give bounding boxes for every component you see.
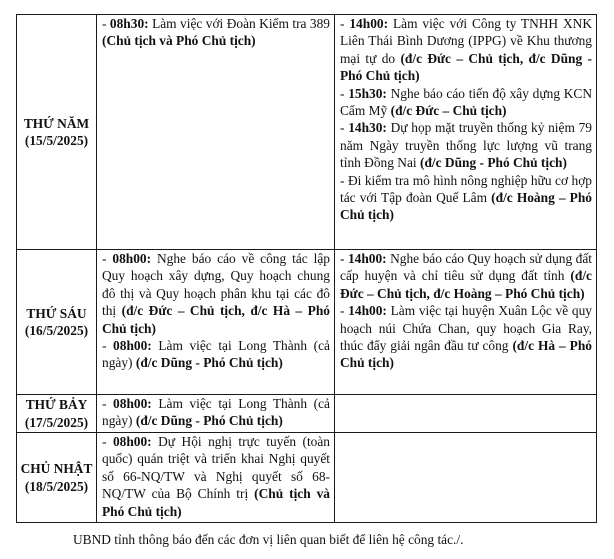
schedule-item: - 14h30: Dự họp mặt truyền thống kỷ niệm 79 năm Ngày truyền thống lực lượng vũ trang tỉnh Đồng Nai (đ/c Dũng - Phó Chủ tịch) [340,120,592,171]
schedule-item: - 08h30: Làm việc với Đoàn Kiểm tra 389 (Chủ tịch và Phó Chủ tịch) [102,16,330,49]
day-date: (17/5/2025) [24,414,89,430]
item-text: Làm việc tại Long Thành (cả ngày) [102,396,330,429]
day-cell [17,395,97,433]
item-time: 08h00: [112,251,152,266]
item-time: 14h00: [349,16,389,31]
morning-cell [97,433,335,523]
item-text: Làm việc với Đoàn Kiểm tra 389 [152,16,330,31]
morning-cell [97,15,335,250]
afternoon-cell [335,15,597,250]
item-text: Đi kiểm tra mô hình nông nghiệp hữu cơ hợp tác với Tập đoàn Quế Lâm [340,172,592,206]
item-time: 14h30: [348,120,387,136]
day-cell [17,250,97,395]
item-text: Dự họp mặt truyền thống kỷ niệm 79 năm Ngày truyền thống lực lượng vũ trang tỉnh Đồng Nai [340,120,592,171]
item-assignee: (đ/c Đức – Chủ tịch, đ/c Hoàng – Phó Chủ tịch) [340,268,592,301]
schedule-item: - 08h00: Làm việc tại Long Thành (cả ngày) (đ/c Dũng - Phó Chủ tịch) [102,396,330,429]
item-assignee: (đ/c Dũng - Phó Chủ tịch) [419,155,567,171]
item-time: 08h30: [109,16,149,31]
schedule-item: - 08h00: Dự Hội nghị trực tuyến (toàn quốc) quán triệt và triển khai Nghị quyết số 66-NQ/TW và Nghị quyết số 68-NQ/TW của Bộ Chính trị (Chủ tịch và Phó Chủ tịch) [102,434,331,519]
day-date: (18/5/2025) [24,478,89,494]
schedule-row-friday [17,250,597,395]
item-text: Dự Hội nghị trực tuyến (toàn quốc) quán triệt và triển khai Nghị quyết số 66-NQ/TW và Nghị quyết số 68-NQ/TW của Bộ Chính trị [102,434,331,502]
schedule-item: - Đi kiểm tra mô hình nông nghiệp hữu cơ hợp tác với Tập đoàn Quế Lâm (đ/c Hoàng – Phó Chủ tịch) [340,172,592,223]
item-text: Làm việc tại Long Thành (cả ngày) [102,338,330,371]
schedule-item: - 08h00: Làm việc tại Long Thành (cả ngày) (đ/c Dũng - Phó Chủ tịch) [102,338,330,371]
item-text: Nghe báo cáo Quy hoạch sử dụng đất cấp huyện và chỉ tiêu sử dụng đất tỉnh [340,251,592,284]
item-time: 15h30: [348,85,387,101]
morning-cell [97,250,335,395]
schedule-row-sunday [17,433,597,523]
item-time: 08h00: [112,434,152,449]
schedule-item: - 14h00: Làm việc tại huyện Xuân Lộc về quy hoạch núi Chứa Chan, quy hoạch Gia Ray, thúc đẩy giải ngân đầu tư công (đ/c Hà – Phó Chủ tịch) [340,303,592,371]
day-date: (16/5/2025) [24,323,89,338]
item-assignee: (đ/c Hoàng – Phó Chủ tịch) [340,190,592,223]
item-time: 14h00: [348,303,387,319]
item-text: Làm việc tại huyện Xuân Lộc về quy hoạch núi Chứa Chan, quy hoạch Gia Ray, thúc đẩy giải ngân đầu tư công [340,303,592,354]
morning-cell [97,395,335,433]
schedule-item: - 15h30: Nghe báo cáo tiến độ xây dựng KCN Cẩm Mỹ (đ/c Đức – Chủ tịch) [340,85,592,119]
day-cell [17,15,97,250]
item-time: 08h00: [113,396,152,411]
schedule-item: - 14h00: Nghe báo cáo Quy hoạch sử dụng đất cấp huyện và chỉ tiêu sử dụng đất tỉnh (đ/c Đức – Chủ tịch, đ/c Hoàng – Phó Chủ tịch) [340,251,592,301]
item-assignee: (đ/c Đức – Chủ tịch, đ/c Dũng - Phó Chủ tịch) [340,50,592,84]
schedule-row-saturday [17,395,597,433]
day-name: THỨ SÁU [26,305,87,321]
item-text: Nghe báo cáo tiến độ xây dựng KCN Cẩm Mỹ [340,85,592,119]
schedule-item: - 14h00: Làm việc với Công ty TNHH XNK Liên Thái Bình Dương (IPPG) về Khu thương mại tự do (đ/c Đức – Chủ tịch, đ/c Dũng - Phó Chủ tịch) [340,16,592,84]
day-name: THỨ NĂM [23,115,90,131]
footer-note: UBND tỉnh thông báo đến các đơn vị liên quan biết để liên hệ công tác./. [73,532,464,547]
day-cell [17,433,97,523]
schedule-item: - 08h00: Nghe báo cáo về công tác lập Quy hoạch xây dựng, Quy hoạch chung đô thị và Quy hoạch phân khu tại các đô thị (đ/c Đức – Chủ tịch, đ/c Hà – Phó Chủ tịch) [102,251,330,336]
item-assignee: (Chủ tịch và Phó Chủ tịch) [102,486,331,519]
item-assignee: (đ/c Hà – Phó Chủ tịch) [340,338,592,371]
item-assignee: (đ/c Đức – Chủ tịch) [390,103,507,119]
item-text: Làm việc với Công ty TNHH XNK Liên Thái Bình Dương (IPPG) về Khu thương mại tự do [340,16,592,66]
item-assignee: (đ/c Đức – Chủ tịch, đ/c Hà – Phó Chủ tịch) [102,303,330,336]
day-name: CHỦ NHẬT [20,461,93,477]
day-name: THỨ BẢY [25,397,88,413]
item-assignee: (đ/c Dũng - Phó Chủ tịch) [135,355,283,371]
afternoon-cell [335,433,597,523]
item-time: 14h00: [347,251,387,266]
item-assignee: (đ/c Dũng - Phó Chủ tịch) [135,413,283,429]
item-assignee: (Chủ tịch và Phó Chủ tịch) [102,33,256,49]
item-time: 08h00: [113,338,152,354]
weekly-schedule-table [16,14,597,523]
afternoon-cell [335,250,597,395]
day-date: (15/5/2025) [24,133,89,148]
afternoon-cell [335,395,597,433]
schedule-row-thursday [17,15,597,250]
item-text: Nghe báo cáo về công tác lập Quy hoạch xây dựng, Quy hoạch chung đô thị và Quy hoạch phân khu tại các đô thị [102,251,330,319]
